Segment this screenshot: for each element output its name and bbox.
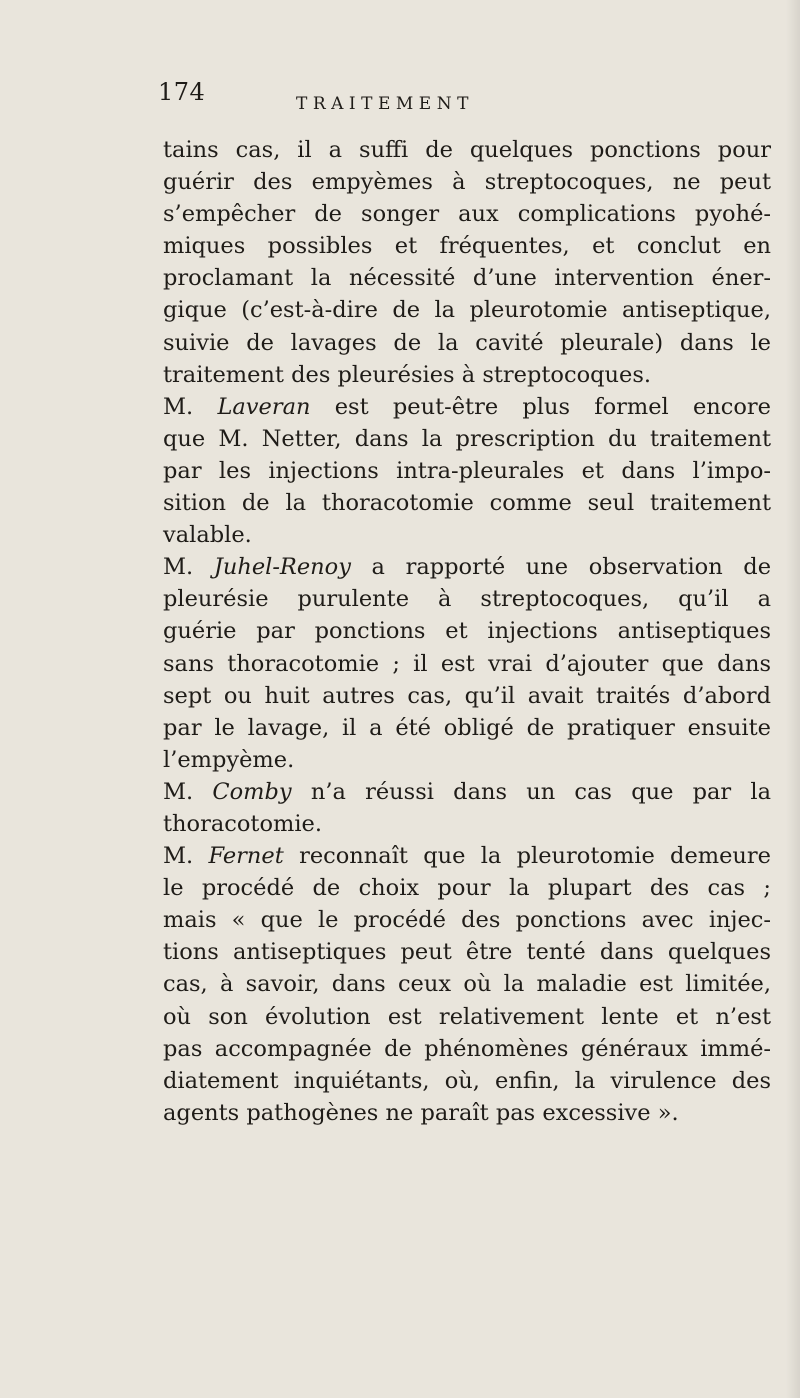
text-line: s’empêcher de songer aux complications pyohé- (163, 201, 771, 228)
text-line: tains cas, il a suffi de quelques ponctions pour (163, 137, 771, 163)
person-name: Juhel-Renoy (213, 554, 351, 581)
text-line: proclamant la nécessité d’une intervention éner- (163, 265, 771, 292)
text-line: le procédé de choix pour la plupart des cas ; (163, 875, 771, 902)
text-line: mais « que le procédé des ponctions avec injec- (163, 907, 771, 934)
text-line: sans thoracotomie ; il est vrai d’ajouter que dans (163, 650, 771, 677)
line-suffix: n’a réussi dans un cas que par la (291, 778, 772, 805)
line-suffix: est peut-être plus formel encore (310, 393, 771, 420)
text-line: agents pathogènes ne paraît pas excessive ». (163, 1099, 679, 1126)
text-line: thoracotomie. (163, 810, 322, 837)
page-number: 174 (158, 78, 206, 106)
text-line: l’empyème. (163, 746, 295, 773)
person-name: Comby (212, 778, 292, 805)
text-line-with-name (163, 840, 771, 872)
text-line: tions antiseptiques peut être tenté dans quelques (163, 939, 771, 966)
body-text (163, 134, 771, 1129)
text-line: gique (c’est-à-dire de la pleurotomie antiseptique, (163, 297, 771, 324)
text-line-with-name (163, 776, 771, 808)
text-line: guérie par ponctions et injections antiseptiques (163, 618, 771, 645)
person-name: Fernet (208, 843, 284, 870)
line-suffix: reconnaît que la pleurotomie demeure (283, 843, 771, 870)
text-line: guérir des empyèmes à streptocoques, ne peut (163, 169, 771, 196)
text-line-with-name (163, 551, 771, 583)
line-suffix: a rapporté une observation de (350, 554, 772, 581)
text-line: pas accompagnée de phénomènes généraux immé- (163, 1035, 771, 1062)
text-line: valable. (163, 522, 252, 549)
text-line-with-name (163, 391, 771, 423)
text-line: où son évolution est relativement lente et n’est (163, 1003, 771, 1030)
text-line: cas, à savoir, dans ceux où la maladie est limitée, (163, 971, 771, 998)
page-edge-shadow (786, 0, 800, 1398)
line-prefix: M. (163, 843, 209, 870)
text-line: par les injections intra-pleurales et dans l’impo- (163, 457, 771, 484)
page-header (0, 78, 800, 114)
line-prefix: M. (163, 778, 213, 805)
text-line: suivie de lavages de la cavité pleurale) dans le (163, 329, 771, 356)
text-line: par le lavage, il a été obligé de pratiquer ensuite (163, 714, 771, 741)
person-name: Laveran (217, 393, 311, 420)
line-prefix: M. (163, 393, 218, 420)
text-line: traitement des pleurésies à streptocoques. (163, 361, 652, 388)
text-line: diatement inquiétants, où, enfin, la virulence des (163, 1067, 771, 1094)
text-line: sept ou huit autres cas, qu’il avait traités d’abord (163, 682, 771, 709)
text-line: miques possibles et fréquentes, et conclut en (163, 233, 771, 260)
text-line: que M. Netter, dans la prescription du traitement (163, 425, 771, 452)
text-line: sition de la thoracotomie comme seul traitement (163, 490, 771, 517)
text-line: pleurésie purulente à streptocoques, qu’il a (163, 586, 771, 613)
line-prefix: M. (163, 554, 214, 581)
running-title: TRAITEMENT (296, 94, 474, 114)
